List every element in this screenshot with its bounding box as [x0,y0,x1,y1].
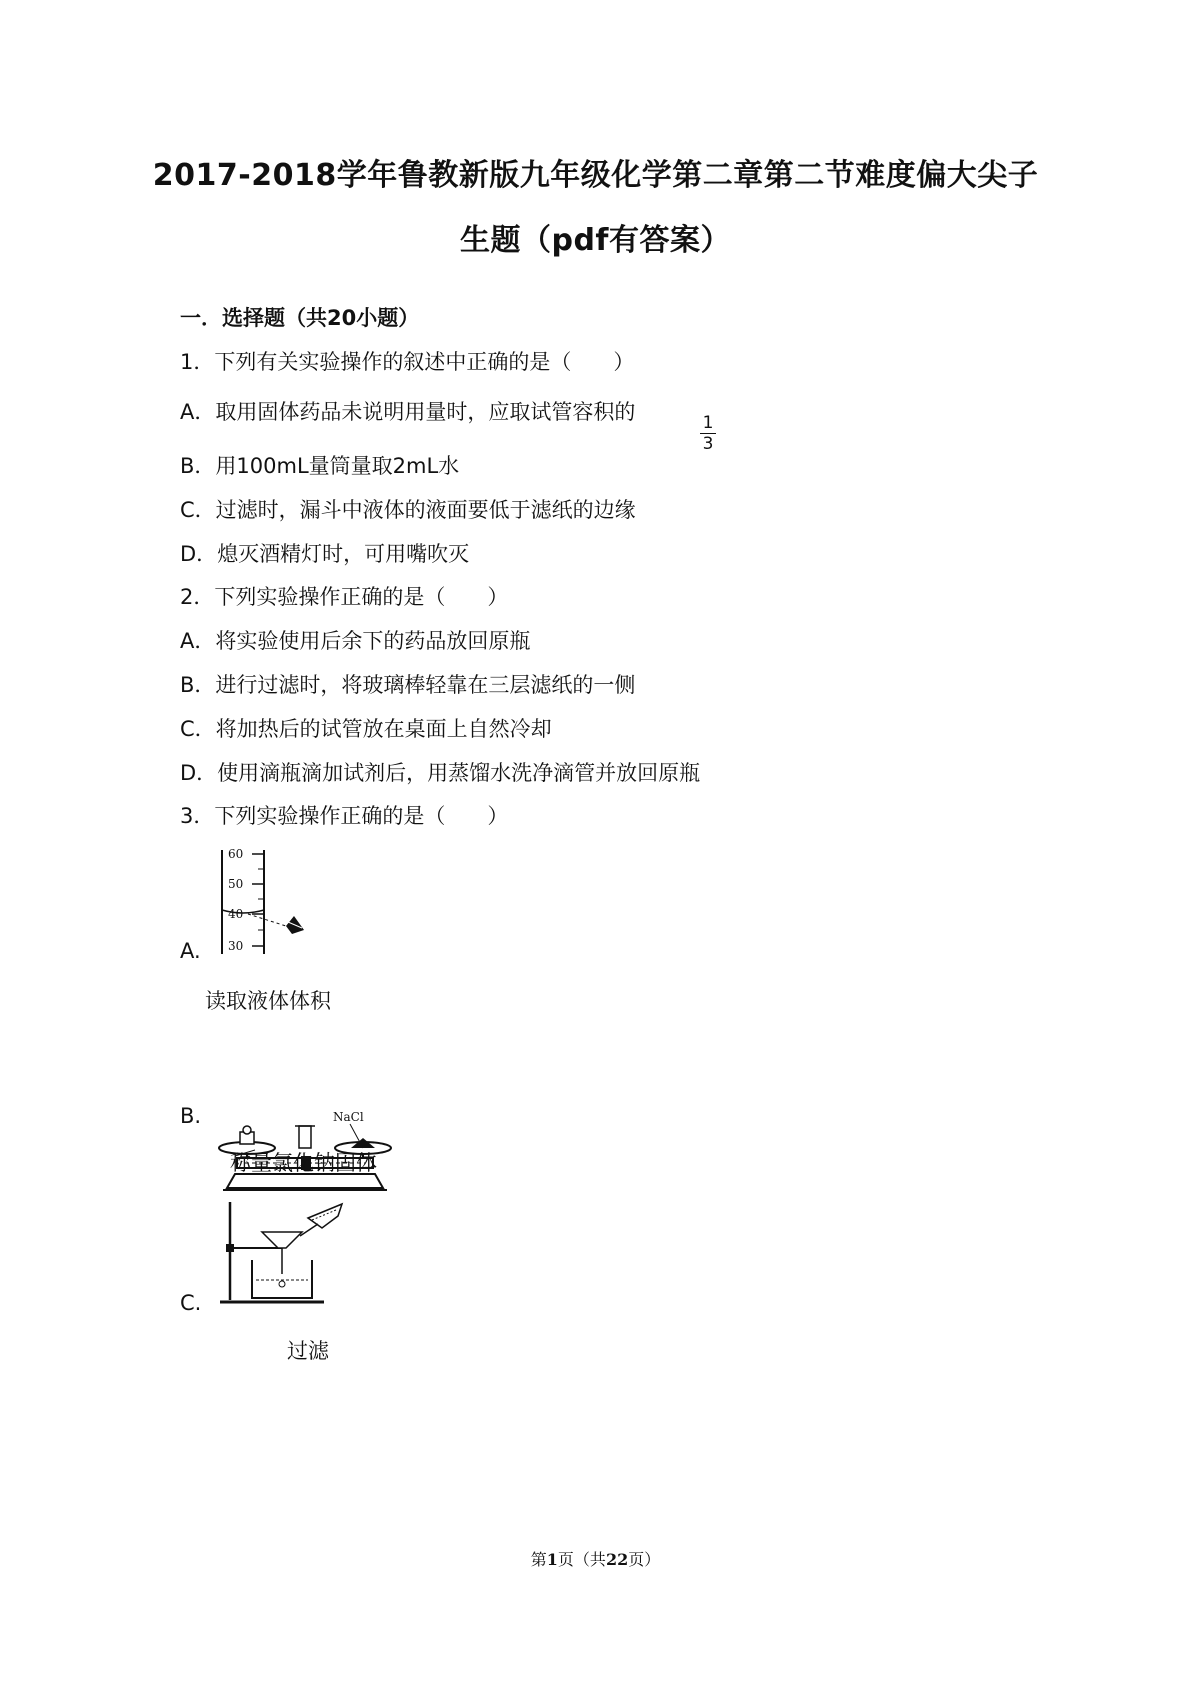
question-3-option-b-caption: 称量氯化钠固体 [230,1151,377,1175]
question-3-option-c-letter: C. [180,1291,202,1315]
question-2-option-c: C．将加热后的试管放在桌面上自然冷却 [180,717,552,741]
graduated-cylinder-figure [212,842,322,962]
question-3-stem: 3．下列实验操作正确的是（ ） [180,804,509,828]
footer-suffix: 页） [628,1550,661,1569]
footer-page-number: 1 [546,1550,558,1569]
document-title-line2: 生题（pdf有答案） [459,223,731,258]
fraction-numerator: 1 [702,413,714,433]
fraction-denominator: 3 [702,434,714,454]
nacl-label: NaCl [333,1110,364,1124]
document-title-line1: 2017-2018学年鲁教新版九年级化学第二章第二节难度偏大尖子 [152,158,1039,193]
footer-total-pages: 22 [605,1550,629,1569]
question-1-stem: 1．下列有关实验操作的叙述中正确的是（ ） [180,350,635,374]
section-heading: 一．选择题（共20小题） [180,306,420,330]
question-3-option-c-caption: 过滤 [287,1339,329,1363]
question-2-stem: 2．下列实验操作正确的是（ ） [180,585,509,609]
question-3-option-a-caption: 读取液体体积 [205,989,331,1013]
tick-label-40: 40 [228,907,244,921]
fraction-one-third [700,413,716,454]
filtration-figure [212,1192,362,1312]
footer-prefix: 第 [530,1550,547,1569]
question-1-option-b: B．用100mL量筒量取2mL水 [180,454,460,478]
eye-icon [286,916,304,934]
question-1-option-c: C．过滤时，漏斗中液体的液面要低于滤纸的边缘 [180,498,636,522]
tick-label-60: 60 [228,847,244,861]
question-2-option-b: B．进行过滤时，将玻璃棒轻靠在三层滤纸的一侧 [180,673,636,697]
tick-label-50: 50 [228,877,244,891]
footer-mid: 页（共 [557,1550,606,1569]
question-3-option-a-letter: A. [180,939,201,963]
tick-label-30: 30 [228,939,244,953]
question-2-option-a: A．将实验使用后余下的药品放回原瓶 [180,629,531,653]
question-1-option-d: D．熄灭酒精灯时，可用嘴吹灭 [180,542,470,566]
question-1-option-a: A．取用固体药品未说明用量时，应取试管容积的 [180,400,636,424]
question-2-option-d: D．使用滴瓶滴加试剂后，用蒸馏水洗净滴管并放回原瓶 [180,761,701,785]
question-3-option-b-letter: B. [180,1104,202,1128]
page-footer [0,1547,1191,1570]
